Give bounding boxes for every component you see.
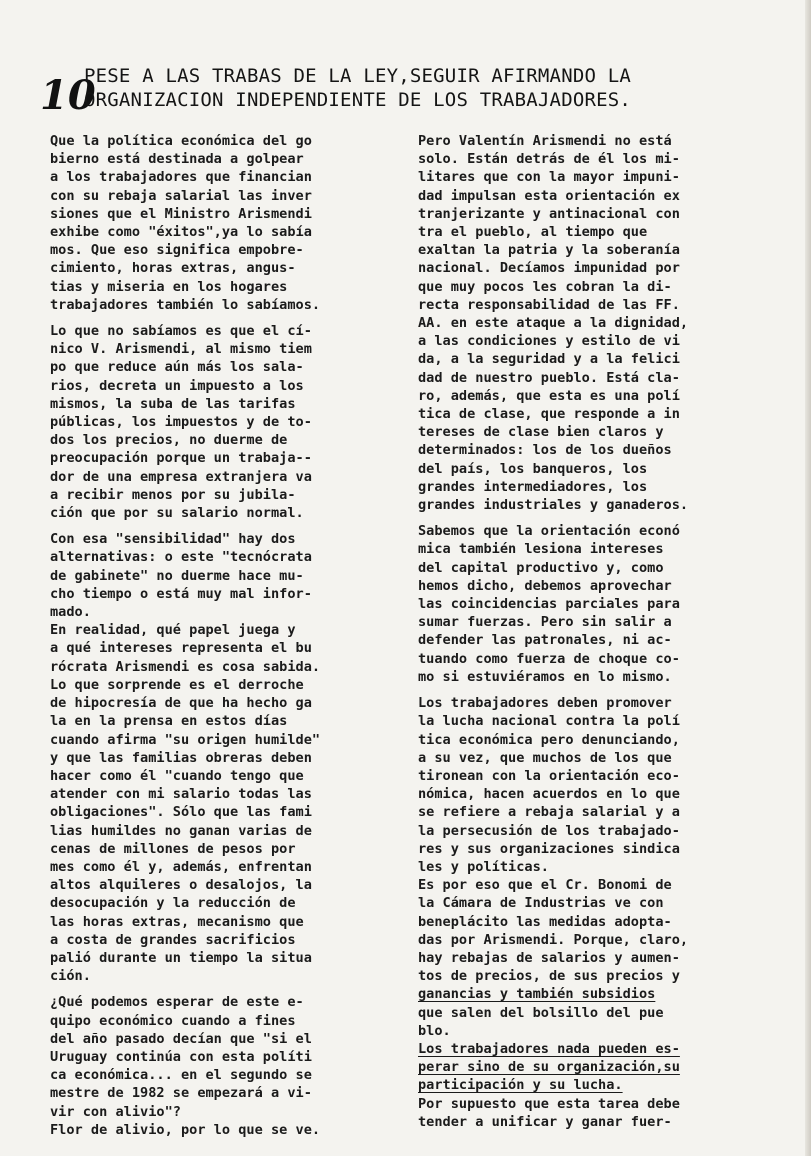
text-line: rios, decreta un impuesto a los <box>50 377 304 394</box>
text-line: Sabemos que la orientación econó <box>418 523 680 540</box>
text-line: beneplácito las medidas adopta- <box>418 913 672 930</box>
text-line: tica económica pero denunciando, <box>418 731 680 748</box>
text-line: la persecusión de los trabajado- <box>418 822 680 839</box>
text-line: rócrata Arismendi es cosa sabida. <box>50 658 321 675</box>
text-line: litares que con la mayor impuni- <box>418 169 680 186</box>
text-line: de hipocresía de que ha hecho ga <box>50 695 312 712</box>
text-line: trabajadores también lo sabíamos. <box>50 296 321 313</box>
text-line: cho tiempo o está muy mal infor- <box>50 585 312 602</box>
text-line: atender con mi salario todas las <box>50 786 312 803</box>
text-line: y que las familias obreras deben <box>50 749 312 766</box>
text-line: tra el pueblo, al tiempo que <box>418 224 648 241</box>
text-line: a los trabajadores que financian <box>50 169 312 186</box>
text-line: ción. <box>50 968 91 985</box>
text-line: cimiento, horas extras, angus- <box>50 260 296 277</box>
text-line: alternativas: o este "tecnócrata <box>50 549 312 566</box>
text-line-underlined: ganancias y también subsidios <box>418 986 656 1003</box>
text-line: que muy pocos les cobran la di- <box>418 278 672 295</box>
text-line: ca económica... en el segundo se <box>50 1067 312 1084</box>
text-line: Uruguay continúa con esta políti <box>50 1048 312 1065</box>
text-line-underlined: perar sino de su organización,su <box>418 1059 680 1076</box>
text-line-underlined: Los trabajadores nada pueden es- <box>418 1040 680 1057</box>
text-line: Lo que sorprende es el derroche <box>50 676 304 693</box>
paragraph <box>50 530 395 621</box>
text-line: tironean con la orientación eco- <box>418 767 680 784</box>
text-line: hay rebajas de salarios y aumen- <box>418 949 680 966</box>
paragraph <box>418 522 768 686</box>
text-line: mos. Que eso significa empobre- <box>50 242 304 259</box>
article-title <box>84 64 774 112</box>
text-line: bierno está destinada a golpear <box>50 151 304 168</box>
text-line: nacional. Decíamos impunidad por <box>418 260 680 277</box>
text-line: les y políticas. <box>418 858 549 875</box>
text-line: del año pasado decían que "si el <box>50 1030 312 1047</box>
text-line: AA. en este ataque a la dignidad, <box>418 315 689 332</box>
text-line-underlined: participación y su lucha. <box>418 1077 623 1094</box>
text-line: dad impulsan esta orientación ex <box>418 187 680 204</box>
text-line: ¿Qué podemos esperar de este e- <box>50 994 304 1011</box>
text-line: que salen del bolsillo del pue <box>418 1004 664 1021</box>
text-line: mado. <box>50 604 91 621</box>
text-line: solo. Están detrás de él los mi- <box>418 151 680 168</box>
text-line: En realidad, qué papel juega y <box>50 622 296 639</box>
text-line: mica también lesiona intereses <box>418 541 664 558</box>
text-line: cuando afirma "su origen humilde" <box>50 731 321 748</box>
text-line: res y sus organizaciones sindica <box>418 840 680 857</box>
text-line: las coincidencias parciales para <box>418 596 680 613</box>
text-line: grandes industriales y ganaderos. <box>418 497 689 514</box>
title-line: ORGANIZACION INDEPENDIENTE DE LOS TRABAJADORES. <box>84 89 632 111</box>
text-line: a qué intereses representa el bu <box>50 640 312 657</box>
text-line: hacer como él "cuando tengo que <box>50 767 304 784</box>
text-line: a las condiciones y estilo de vi <box>418 333 680 350</box>
text-line: ro, además, que esta es una polí <box>418 387 680 404</box>
paragraph <box>50 322 395 522</box>
text-line: la Cámara de Industrias ve con <box>418 895 664 912</box>
text-line: quipo económico cuando a fines <box>50 1012 296 1029</box>
text-line: sumar fuerzas. Pero sin salir a <box>418 614 672 631</box>
text-line: nico V. Arismendi, al mismo tiem <box>50 341 312 358</box>
paragraph <box>50 621 395 985</box>
text-line: obligaciones". Sólo que las fami <box>50 804 312 821</box>
text-line: de gabinete" no duerme hace mu- <box>50 567 304 584</box>
text-line: tos de precios, de sus precios y <box>418 968 680 985</box>
text-line: mo si estuviéramos en lo mismo. <box>418 668 672 685</box>
paragraph <box>418 876 768 1040</box>
text-line: hemos dicho, debemos aprovechar <box>418 577 672 594</box>
text-line: dor de una empresa extranjera va <box>50 468 312 485</box>
text-line: exaltan la patria y la soberanía <box>418 242 680 259</box>
text-line: públicas, los impuestos y de to- <box>50 414 312 431</box>
paragraph <box>418 1095 768 1131</box>
paragraph <box>418 1040 768 1095</box>
text-line: dos los precios, no duerme de <box>50 432 288 449</box>
text-line: vir con alivio"? <box>50 1103 181 1120</box>
text-line: blo. <box>418 1022 451 1039</box>
right-column <box>418 132 768 1139</box>
text-line: das por Arismendi. Porque, claro, <box>418 931 689 948</box>
paragraph <box>418 132 768 514</box>
left-column <box>50 132 395 1147</box>
text-line: tender a unificar y ganar fuer- <box>418 1113 672 1130</box>
text-line: tranjerizante y antinacional con <box>418 205 680 222</box>
page-edge-shadow <box>805 0 811 1156</box>
text-line: tuando como fuerza de choque co- <box>418 650 680 667</box>
text-line: Pero Valentín Arismendi no está <box>418 133 672 149</box>
text-line: Es por eso que el Cr. Bonomi de <box>418 877 672 894</box>
text-line: Con esa "sensibilidad" hay dos <box>50 531 296 548</box>
text-line: desocupación y la reducción de <box>50 895 296 912</box>
text-line: a costa de grandes sacrificios <box>50 931 296 948</box>
text-line: ción que por su salario normal. <box>50 505 304 522</box>
text-line: la en la prensa en estos días <box>50 713 288 730</box>
text-line: del país, los banqueros, los <box>418 460 648 477</box>
text-line: mismos, la suba de las tarifas <box>50 395 296 412</box>
paragraph <box>418 694 768 876</box>
paragraph <box>50 132 395 314</box>
text-line: mestre de 1982 se empezará a vi- <box>50 1085 312 1102</box>
text-line: exhibe como "éxitos",ya lo sabía <box>50 224 312 241</box>
text-line: cenas de millones de pesos por <box>50 840 296 857</box>
text-line: lias humildes no ganan varias de <box>50 822 312 839</box>
page-number: 10 <box>40 72 96 119</box>
text-line: da, a la seguridad y a la felici <box>418 351 680 368</box>
text-line: palió durante un tiempo la situa <box>50 949 312 966</box>
text-line: defender las patronales, ni ac- <box>418 632 672 649</box>
text-line: Los trabajadores deben promover <box>418 695 672 712</box>
text-line: del capital productivo y, como <box>418 559 664 576</box>
text-line: a su vez, que muchos de los que <box>418 749 672 766</box>
text-line: po que reduce aún más los sala- <box>50 359 304 376</box>
title-line: PESE A LAS TRABAS DE LA LEY,SEGUIR AFIRMANDO LA <box>84 65 632 87</box>
text-line: a recibir menos por su jubila- <box>50 486 296 503</box>
text-line: siones que el Ministro Arismendi <box>50 205 312 222</box>
text-line: mes como él y, además, enfrentan <box>50 858 312 875</box>
text-line: las horas extras, mecanismo que <box>50 913 304 930</box>
text-line: grandes intermediadores, los <box>418 478 648 495</box>
text-line: nómica, hacen acuerdos en lo que <box>418 786 680 803</box>
text-line: Que la política económica del go <box>50 133 312 149</box>
text-line: se refiere a rebaja salarial y a <box>418 804 680 821</box>
text-line: preocupación porque un trabaja-- <box>50 450 312 467</box>
paragraph <box>50 993 395 1139</box>
text-line: tereses de clase bien claros y <box>418 424 664 441</box>
text-line: Por supuesto que esta tarea debe <box>418 1095 680 1112</box>
text-line: determinados: los de los dueños <box>418 442 672 459</box>
text-line: dad de nuestro pueblo. Está cla- <box>418 369 680 386</box>
text-line: tias y miseria en los hogares <box>50 278 288 295</box>
text-line: Lo que no sabíamos es que el cí- <box>50 323 312 340</box>
text-line: con su rebaja salarial las inver <box>50 187 312 204</box>
text-line: recta responsabilidad de las FF. <box>418 296 680 313</box>
text-line: tica de clase, que responde a in <box>418 406 680 423</box>
text-line: Flor de alivio, por lo que se ve. <box>50 1121 321 1138</box>
text-line: altos alquileres o desalojos, la <box>50 877 312 894</box>
text-line: la lucha nacional contra la polí <box>418 713 680 730</box>
